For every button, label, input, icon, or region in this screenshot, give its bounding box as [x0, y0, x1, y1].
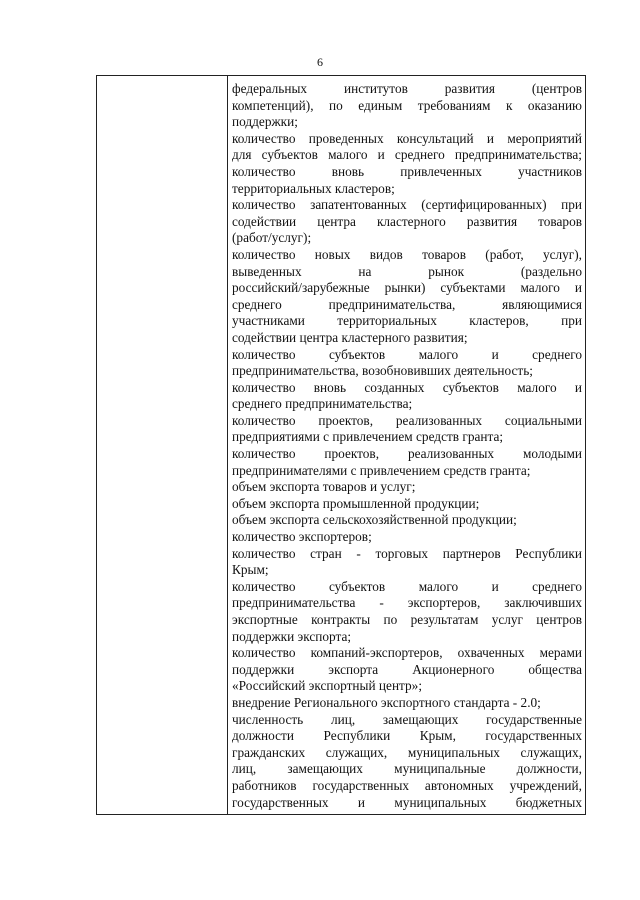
text-line: количество вновь созданных субъектов малого и — [232, 379, 582, 395]
text-line: лиц, замещающих муниципальные должности, — [232, 761, 582, 777]
text-line: объем экспорта сельскохозяйственной продукции; — [232, 512, 517, 528]
text-line: поддержки; — [232, 114, 298, 130]
text-line: выведенных на рынок (раздельно — [232, 263, 582, 279]
page-number: 6 — [317, 55, 323, 69]
text-line: содействии центра кластерного развития товаров — [232, 213, 582, 229]
text-line: российский/зарубежные рынки) субъектами малого и — [232, 280, 582, 296]
text-line: предпринимательства, возобновивших деятельность; — [232, 363, 533, 379]
text-line: (работ/услуг); — [232, 230, 312, 246]
text-line: предприятиями с привлечением средств гранта; — [232, 429, 504, 445]
text-line: поддержки экспорта Акционерного общества — [232, 661, 582, 677]
text-line: предпринимательства - экспортеров, заключивших — [232, 595, 582, 611]
text-line: количество стран - торговых партнеров Республики — [232, 545, 582, 561]
text-line: поддержки экспорта; — [232, 628, 352, 644]
text-line: количество субъектов малого и среднего — [232, 578, 582, 594]
text-line: экспортные контракты по результатам услуг центров — [232, 612, 582, 627]
table-left-cell — [97, 76, 228, 814]
text-line: работников государственных автономных учреждений, — [232, 777, 582, 793]
text-line: количество экспортеров; — [232, 529, 372, 545]
document-table — [96, 75, 586, 815]
text-line: компетенций), по единым требованиям к оказанию — [232, 97, 582, 113]
text-line: федеральных институтов развития (центров — [232, 81, 582, 96]
text-line: количество новых видов товаров (работ, услуг), — [232, 246, 582, 262]
text-line: количество вновь привлеченных участников — [232, 163, 582, 179]
text-line: государственных и муниципальных бюджетных — [232, 794, 582, 810]
text-line: количество компаний-экспортеров, охваченных мерами — [232, 645, 582, 661]
text-line: количество проектов, реализованных молодыми — [232, 446, 582, 462]
text-line: для субъектов малого и среднего предпринимательства; — [232, 147, 582, 163]
text-line: количество проведенных консультаций и мероприятий — [232, 130, 582, 146]
text-line: количество субъектов малого и среднего — [232, 346, 582, 362]
text-line: объем экспорта товаров и услуг; — [232, 479, 416, 495]
text-line: гражданских служащих, муниципальных служащих, — [232, 744, 582, 760]
text-line: участниками территориальных кластеров, при — [232, 313, 582, 329]
text-line: внедрение Регионального экспортного стандарта - 2.0; — [232, 694, 541, 710]
text-line: предпринимателями с привлечением средств гранта; — [232, 462, 531, 478]
text-line: Крым; — [232, 562, 269, 578]
text-line: «Российский экспортный центр»; — [232, 678, 423, 694]
table-right-cell — [232, 81, 582, 811]
text-line: территориальных кластеров; — [232, 180, 395, 196]
text-line: количество проектов, реализованных социальными — [232, 412, 582, 428]
text-line: объем экспорта промышленной продукции; — [232, 495, 480, 511]
text-line: численность лиц, замещающих государственные — [232, 711, 582, 727]
text-line: среднего предпринимательства; — [232, 396, 413, 412]
text-line: среднего предпринимательства, являющимися — [232, 296, 582, 312]
text-line: содействии центра кластерного развития; — [232, 329, 468, 345]
text-line: должности Республики Крым, государственных — [232, 728, 582, 744]
text-line: количество запатентованных (сертифицированных) при — [232, 197, 582, 213]
